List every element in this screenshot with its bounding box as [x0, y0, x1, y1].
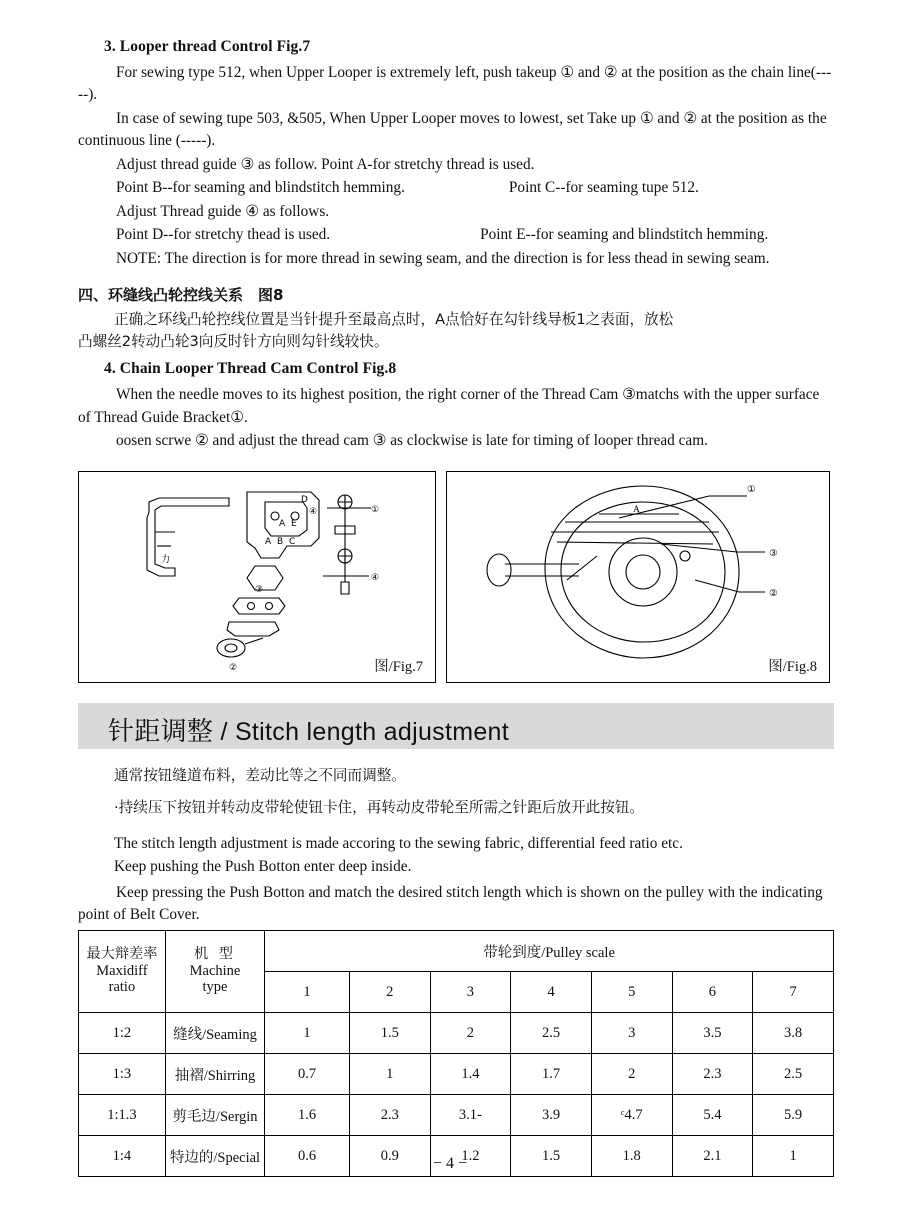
- banner-title-cn: 针距调整: [108, 717, 214, 747]
- banner-title-separator: /: [213, 718, 235, 746]
- cell-value: 2.5: [753, 1054, 834, 1095]
- cell-type: 特边的/Special: [165, 1136, 264, 1177]
- chinese-paragraph-line1: 正确之环线凸轮控线位置是当针提升至最高点时，A点恰好在勾针线导板1之表面，放松: [114, 311, 674, 329]
- paragraph-loosen-screw: oosen scrwe ② and adjust the thread cam ③ as clockwise is late for timing of looper thread cam.: [116, 432, 708, 450]
- svg-text:D: D: [301, 495, 308, 505]
- cell-ratio: 1:3: [79, 1054, 166, 1095]
- cell-value: 2.3: [349, 1095, 430, 1136]
- cell-value: 1: [265, 1013, 350, 1054]
- paragraph-points-b-c: [78, 177, 834, 199]
- header-scale-3: 3: [430, 972, 511, 1013]
- cell-value: 5.9: [753, 1095, 834, 1136]
- cell-ratio: 1:2: [79, 1013, 166, 1054]
- figure-7-drawing: [79, 472, 435, 682]
- cell-value: 3.1-: [430, 1095, 511, 1136]
- cell-type: 剪毛边/Sergin: [165, 1095, 264, 1136]
- header-machine-en2: type: [202, 979, 228, 996]
- text-content-top: [78, 38, 834, 454]
- cell-ratio: 1:1.3: [79, 1095, 166, 1136]
- svg-text:③: ③: [255, 585, 264, 595]
- stitch-cn-line1: 通常按钮缝道布料，差动比等之不同而调整。: [114, 767, 406, 784]
- point-e-text: Point E--for seaming and blindstitch hemming.: [480, 226, 769, 244]
- cell-value: 3.9: [511, 1095, 592, 1136]
- cell-value: 1.2: [430, 1136, 511, 1177]
- table-header-row-1: [79, 931, 834, 972]
- paragraph-sewing-type-503: In case of sewing tupe 503, &505, When Upper Looper moves to lowest, set Take up ① and ② at the position as the continuous line (-----).: [78, 109, 827, 150]
- cell-value: 0.9: [349, 1136, 430, 1177]
- paragraph-adjust-thread-guide-3: Adjust thread guide ③ as follow. Point A-for stretchy thread is used.: [116, 155, 535, 173]
- cell-value: 1: [753, 1136, 834, 1177]
- svg-text:③: ③: [769, 548, 778, 559]
- point-c-text: Point C--for seaming tupe 512.: [508, 179, 699, 197]
- cell-value: 3.8: [753, 1013, 834, 1054]
- table-row: [79, 1054, 834, 1095]
- point-b-text: Point B--for seaming and blindstitch hemming.: [116, 179, 405, 197]
- cell-value: 2.1: [672, 1136, 753, 1177]
- cell-value: 1.5: [349, 1013, 430, 1054]
- svg-text:①: ①: [747, 484, 756, 495]
- cell-value: 2.3: [672, 1054, 753, 1095]
- svg-text:A: A: [265, 537, 272, 547]
- cell-value: 1.7: [511, 1054, 592, 1095]
- paragraph-points-d-e: [78, 224, 834, 246]
- point-d-text: Point D--for stretchy thead is used.: [116, 226, 331, 244]
- header-scale-7: 7: [753, 972, 834, 1013]
- svg-text:②: ②: [769, 588, 778, 599]
- svg-text:C: C: [289, 537, 296, 547]
- figure-8-drawing: [447, 472, 829, 682]
- svg-text:④: ④: [371, 573, 380, 583]
- cell-value: 3: [591, 1013, 672, 1054]
- section-heading-chain-looper-cam: 4. Chain Looper Thread Cam Control Fig.8: [104, 360, 397, 378]
- pulley-scale-table-wrap: [78, 930, 834, 1177]
- paragraph-sewing-type-512: For sewing type 512, when Upper Looper is extremely left, push takeup ① and ② at the position as the chain line(-----).: [78, 64, 832, 104]
- header-machine-cn: 机 型: [194, 946, 236, 963]
- pulley-scale-table: [78, 930, 834, 1177]
- svg-text:力: 力: [161, 555, 171, 565]
- text-content-stitch-length: [78, 765, 838, 928]
- header-maxidiff-en1: Maxidiff: [96, 963, 148, 980]
- cell-value: 1.8: [591, 1136, 672, 1177]
- paragraph-adjust-thread-guide-4: Adjust Thread guide ④ as follows.: [116, 202, 330, 220]
- figure-7-caption-cn: 图: [374, 659, 389, 675]
- svg-text:B: B: [277, 537, 284, 547]
- table-row: [79, 1095, 834, 1136]
- cell-value: 0.6: [265, 1136, 350, 1177]
- figure-row: [78, 471, 834, 683]
- figure-7-box: [78, 471, 436, 683]
- svg-text:A: A: [633, 505, 640, 515]
- stitch-en-line2: Keep pushing the Push Botton enter deep inside.: [114, 858, 412, 876]
- section-heading-looper-thread-control: 3. Looper thread Control Fig.7: [104, 38, 311, 55]
- cell-value: 2.5: [511, 1013, 592, 1054]
- svg-text:④: ④: [309, 507, 318, 517]
- figure-7-caption: [374, 655, 423, 676]
- banner-title-en: Stitch length adjustment: [234, 718, 509, 746]
- page-number: − 4 −: [432, 1155, 468, 1172]
- stitch-cn-line2: ·持续压下按钮并转动皮带轮使钮卡住，再转动皮带轮至所需之针距后放开此按钮。: [114, 798, 645, 816]
- svg-text:①: ①: [371, 505, 380, 515]
- cell-value: 2: [591, 1054, 672, 1095]
- figure-8-caption: [768, 655, 817, 676]
- header-machine-en1: Machine: [189, 963, 241, 980]
- header-pulley-en: /Pulley scale: [541, 944, 615, 961]
- cell-ratio: 1:4: [79, 1136, 166, 1177]
- svg-text:A: A: [279, 519, 286, 529]
- cell-value: 5.4: [672, 1095, 753, 1136]
- cell-value: 1: [349, 1054, 430, 1095]
- cell-value: 3.5: [672, 1013, 753, 1054]
- cell-value: 2: [430, 1013, 511, 1054]
- chinese-paragraph-line2: 凸螺丝2转动凸轮3向反时针方向则勾针线较快。: [78, 333, 389, 351]
- section-banner-title: [108, 711, 509, 748]
- paragraph-note-direction: NOTE: The direction is for more thread in sewing seam, and the direction is for less thead in sewing seam.: [116, 249, 770, 267]
- cell-type: 缝线/Seaming: [165, 1013, 264, 1054]
- table-row: [79, 1013, 834, 1054]
- header-pulley-cn: 带轮到度: [483, 944, 542, 961]
- cell-value: 1.6: [265, 1095, 350, 1136]
- figure-8-caption-cn: 图: [768, 659, 783, 675]
- svg-text:E: E: [291, 519, 297, 529]
- cell-value: ᶜ4.7: [591, 1095, 672, 1136]
- cell-value: 1.5: [511, 1136, 592, 1177]
- paragraph-needle-highest-position: When the needle moves to its highest position, the right corner of the Thread Cam ③matchs with the upper surface of Thread Guide Bracket①.: [78, 386, 820, 426]
- cell-value: 0.7: [265, 1054, 350, 1095]
- figure-7-caption-lat: /Fig.7: [388, 659, 423, 675]
- stitch-en-line3: Keep pressing the Push Botton and match the desired stitch length which is shown on the pulley with the indicating point of Belt Cover.: [78, 883, 823, 924]
- header-scale-1: 1: [265, 972, 350, 1013]
- header-pulley-scale-group: [265, 931, 834, 972]
- section-heading-chinese-cam: 四、环缝线凸轮控线关系 图8: [78, 286, 284, 305]
- header-maxidiff-cn: 最大辩差率: [86, 946, 158, 963]
- header-machine-type: [165, 931, 264, 1013]
- figure-8-box: [446, 471, 830, 683]
- header-scale-5: 5: [591, 972, 672, 1013]
- cell-value: 1.4: [430, 1054, 511, 1095]
- svg-text:②: ②: [229, 663, 238, 673]
- figure-8-caption-lat: /Fig.8: [782, 659, 817, 675]
- header-scale-4: 4: [511, 972, 592, 1013]
- cell-type: 抽褶/Shirring: [165, 1054, 264, 1095]
- header-maxidiff-en2: ratio: [108, 979, 136, 996]
- header-scale-6: 6: [672, 972, 753, 1013]
- stitch-en-line1: The stitch length adjustment is made accoring to the sewing fabric, differential feed ratio etc.: [114, 834, 683, 852]
- header-scale-2: 2: [349, 972, 430, 1013]
- header-maxidiff-ratio: [79, 931, 166, 1013]
